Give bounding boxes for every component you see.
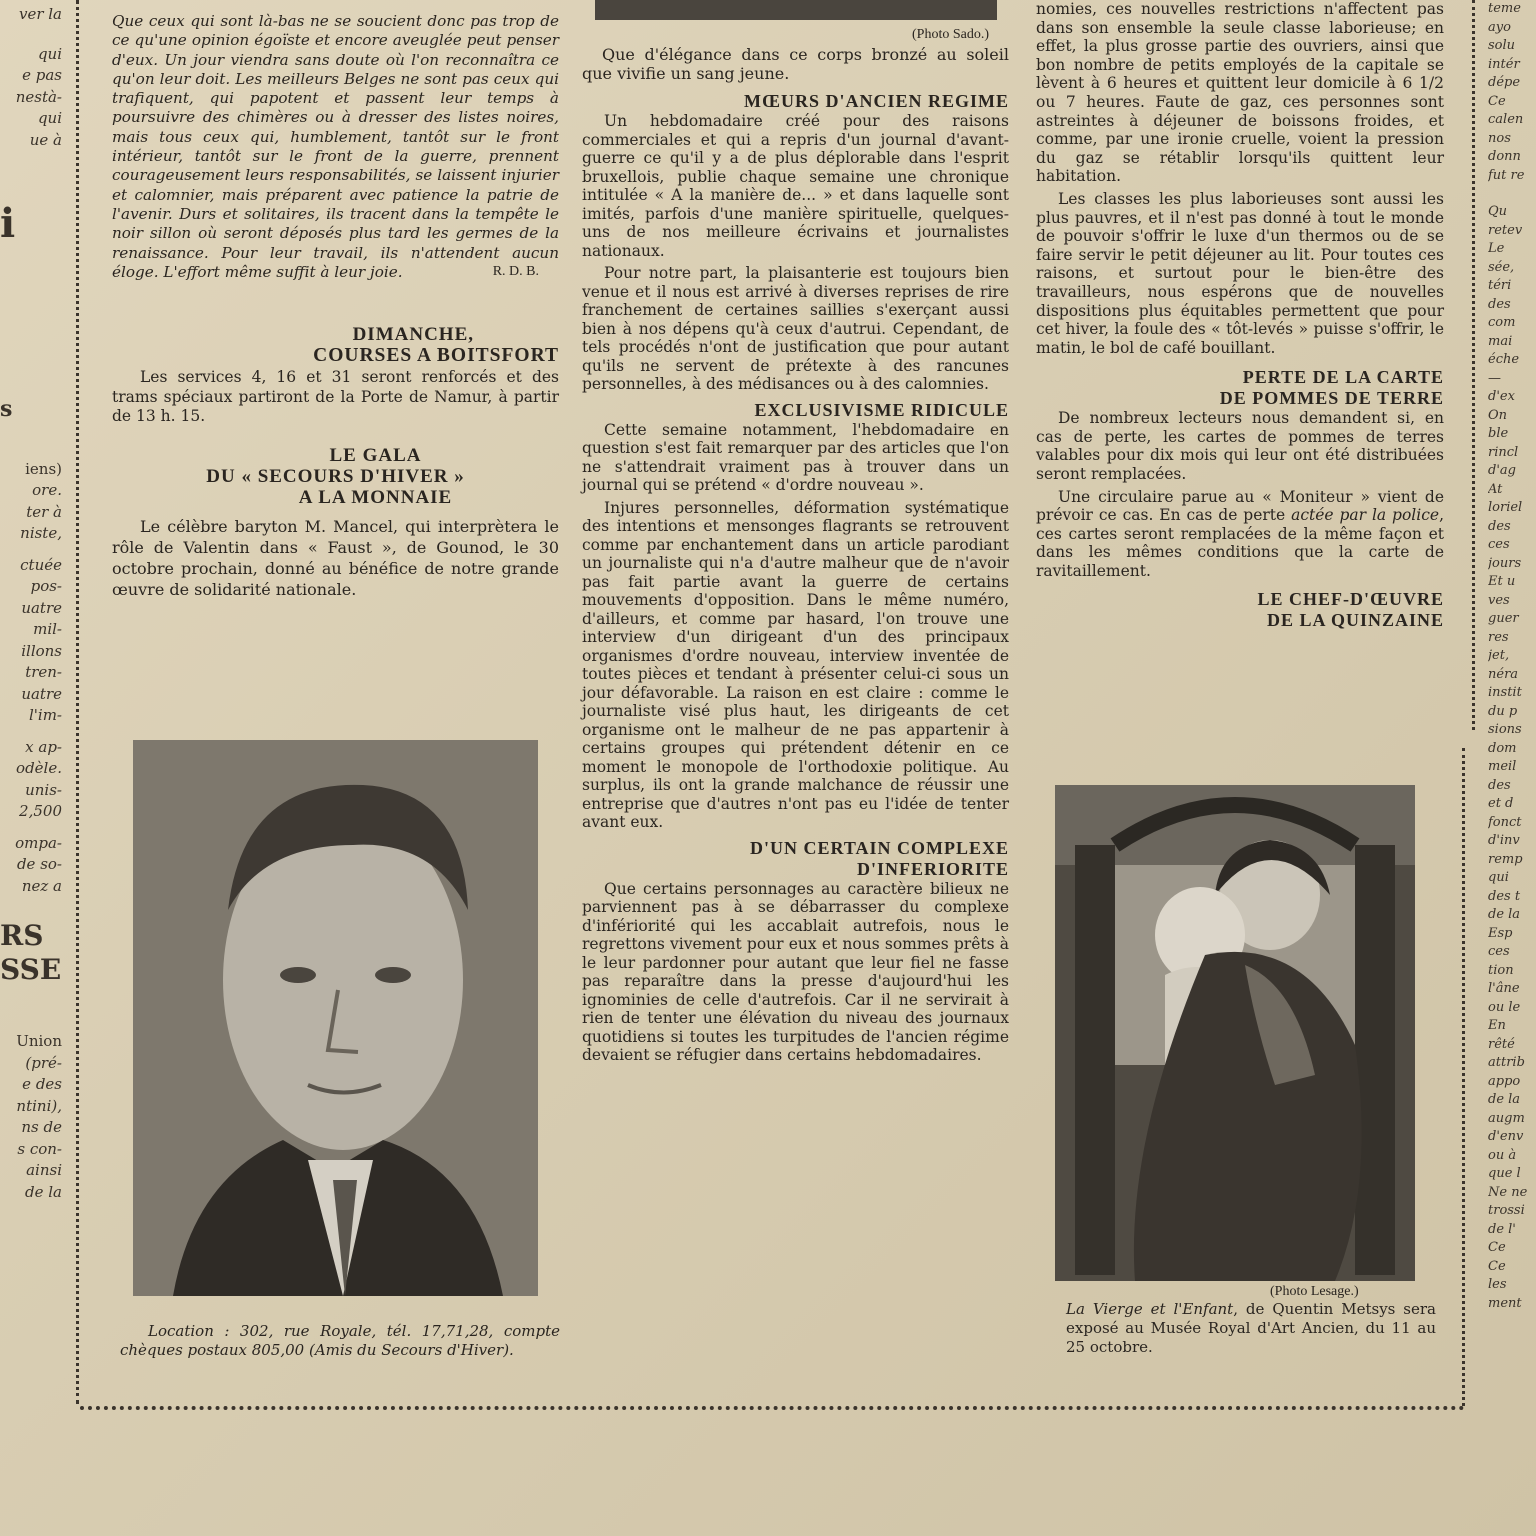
margin-line: nos — [1488, 130, 1511, 146]
moeurs-paragraph-1: Un hebdomadaire créé pour des raisons commerciales et qui a repris d'un journal d'avant-guerre ce qu'il y a de plus déplorable dans l'esprit bruxellois, publie chaque semaine une chronique intitulée « A la manière de... » et dans laquelle sont imités, parfois d'une manière spirituelle, quelques-uns de nos meilleure écrivains et journalistes nationaux. — [582, 112, 1009, 260]
margin-line: les — [1488, 1277, 1507, 1292]
column-2 — [582, 26, 1009, 1069]
margin-line: de la — [1488, 907, 1521, 922]
courses-headline-line2: COURSES A BOITSFORT — [313, 345, 559, 367]
margin-line: des t — [1488, 888, 1521, 904]
margin-line: ainsi — [26, 1161, 62, 1179]
column-1 — [112, 12, 559, 604]
margin-line: iens) — [25, 459, 62, 478]
margin-line: unis- — [25, 780, 62, 799]
margin-line: intér — [1488, 56, 1520, 72]
margin-line: solu — [1488, 38, 1516, 53]
margin-line: trossi — [1488, 1203, 1525, 1218]
portrait-illustration — [133, 740, 538, 1296]
margin-line: x ap- — [25, 737, 62, 756]
exclusivisme-paragraph-2: Injures personnelles, déformation systématique des intentions et mensonges flagrants se retrouvent comme par enchantement dans un article parodiant un journaliste qui n'a d'autre malheur que de n'avoir pas fait partie avant la guerre de certains mouvements d'opposition. Dans le même numéro, d'ailleurs, et comme par hasard, l'on trouve une interview d'un dirigeant d'un des principaux organismes d'ordre nouveau, interview inventée de toutes pièces et tendant à présenter celui-ci sous un jour défavorable. La raison en est claire : comme le journaliste visé plus haut, les dirigeants de cet organisme ont le malheur de ne pas appartenir à certains groupes qui prétendent détenir en ce moment le monopole de l'orthodoxie politique. Au surplus, ils ont la grande malchance de réussir une entreprise que d'autres n'ont pas eu l'idée de tenter avant eux. — [582, 498, 1009, 831]
margin-line: e des — [22, 1075, 62, 1093]
portrait-caption: Location : 302, rue Royale, tél. 17,71,28, compte chèques postaux 805,00 (Amis du Secours d'Hiver). — [120, 1322, 560, 1359]
margin-line: augm — [1488, 1110, 1525, 1126]
margin-line: fonct — [1488, 814, 1522, 830]
gala-headline-line2: DU « SECOURS D'HIVER » — [206, 465, 465, 487]
margin-line: Ce — [1488, 1258, 1506, 1274]
margin-line: At — [1488, 481, 1503, 497]
margin-line: ter à — [26, 502, 62, 521]
margin-line: sée, — [1488, 259, 1515, 275]
margin-line: l'im- — [28, 706, 62, 724]
margin-line: Ce — [1488, 1240, 1506, 1255]
margin-line: et d — [1488, 796, 1514, 811]
margin-line: Ce — [1488, 93, 1506, 109]
gaz-paragraph-2: Les classes les plus laborieuses sont aussi les plus pauvres, et il n'est pas donné à tout le monde de pouvoir s'offrir le luxe d'un thermos ou de se faire servir le petit déjeuner au lit. Pour toutes ces raisons, et surtout pour le bien-être des travailleurs, nous espérons que de nouvelles dispositions plus équitables permettent que pour cet hiver, la foule des « tôt-levés » puisse s'offrir, le matin, le bol de café bouillant. — [1036, 189, 1444, 357]
left-margin-column — [0, 4, 62, 1203]
margin-line: donn — [1488, 149, 1521, 164]
moeurs-headline: MŒURS D'ANCIEN REGIME — [743, 91, 1009, 111]
margin-line: ou le — [1488, 999, 1521, 1015]
margin-line: mai — [1488, 333, 1513, 349]
margin-line: d'ag — [1488, 463, 1516, 478]
margin-line: de la — [25, 1182, 62, 1201]
margin-line: odèle. — [16, 759, 62, 777]
vierge-caption — [1066, 1300, 1436, 1357]
perte-text-a: Une circulaire parue au « Moniteur » vient de prévoir ce cas. En cas de perte — [1036, 487, 1444, 525]
intro-paragraph: Que ceux qui sont là-bas ne se soucient donc pas trop de ce qu'une opinion égoïste et encore aveuglée peut penser d'eux. Un jour viendra sans doute où l'on reconnaîtra ce qu'on leur doit. Les meilleurs Belges ne sont pas ceux qui trafiquent, qui papotent et passent leur temps à poursuivre des chimères ou à dresser des listes noires, mais tous ceux qui, humblement, tantôt sur le front intérieur, tantôt sur le front de la guerre, prennent courageusement leurs responsabilités, se laissent injurier et calomnier, mais préparent avec patience la patrie de l'avenir. Durs et solitaires, ils tracent dans la tempête le noir sillon où seront déposés plus tard les germes de la renaissance. Pour leur travail, ils n'attendent aucun éloge. L'effort même suffit à leur joie. — [112, 12, 559, 281]
margin-line: appo — [1488, 1073, 1521, 1089]
upper-right-border — [1472, 0, 1475, 730]
margin-line: meil — [1488, 759, 1517, 774]
margin-line: qui — [1488, 870, 1509, 885]
margin-line: Ne ne — [1488, 1184, 1528, 1200]
margin-line: Union — [16, 1032, 62, 1050]
margin-line: ore. — [32, 481, 62, 499]
margin-line: dépe — [1488, 75, 1521, 90]
margin-line: En — [1488, 1018, 1506, 1033]
margin-line: uatre — [21, 598, 62, 617]
margin-line: niste, — [20, 524, 62, 542]
perte-headline-line2: DE POMMES DE TERRE — [1219, 388, 1444, 409]
margin-line: On — [1488, 407, 1508, 423]
margin-line: ces — [1488, 944, 1510, 959]
margin-line: illons — [21, 641, 62, 660]
margin-line: res — [1488, 629, 1509, 645]
margin-line: e pas — [22, 66, 62, 84]
margin-line: teme — [1488, 1, 1521, 16]
margin-line: ver la — [18, 5, 62, 23]
margin-line: tren- — [25, 663, 62, 681]
margin-line: ces — [1488, 537, 1510, 552]
margin-line: loriel — [1488, 500, 1523, 515]
margin-line: nestà- — [15, 87, 62, 106]
complexe-headline-line1: D'UN CERTAIN COMPLEXE — [749, 837, 1009, 858]
margin-line: de l' — [1488, 1221, 1516, 1237]
margin-line: ctuée — [20, 555, 62, 574]
margin-line: attrib — [1488, 1055, 1525, 1070]
right-margin-column — [1488, 0, 1536, 1313]
margin-line: ompa- — [15, 833, 62, 852]
margin-line: qui — [37, 109, 62, 127]
courses-paragraph: Les services 4, 16 et 31 seront renforcés et des trams spéciaux partiront de la Porte de Namur, à partir de 13 h. 15. — [112, 368, 559, 426]
perte-paragraph-2 — [1036, 488, 1444, 581]
margin-line: Esp — [1488, 925, 1513, 941]
margin-line: des — [1488, 777, 1511, 793]
top-photo-caption: Que d'élégance dans ce corps bronzé au soleil que vivifie un sang jeune. — [582, 45, 1009, 83]
margin-line: jet, — [1488, 648, 1510, 663]
photo-credit-sado: (Photo Sado.) — [912, 27, 989, 42]
signature: R. D. B. — [492, 264, 539, 280]
margin-line: ns de — [21, 1118, 62, 1136]
gaz-paragraph-1: nomies, ces nouvelles restrictions n'affectent pas dans son ensemble la seule classe laborieuse; en effet, la plus grosse partie des ouvriers, ainsi que bon nombre de petits employés de la capitale se lèvent à 6 heures et quittent leur domicile à 6 1/2 ou 7 heures. Faute de gaz, ces personnes sont astreintes à déjeuner de boissons froides, et comme, par une ironie cruelle, voient la pression du gaz se rétablir lorsqu'ils quittent leur habitation. — [1036, 0, 1444, 186]
margin-line: que l — [1488, 1166, 1521, 1181]
margin-line: d'inv — [1488, 833, 1520, 848]
margin-line: Et u — [1488, 574, 1516, 589]
baryton-portrait-photo — [133, 740, 538, 1296]
margin-line: éche — [1488, 352, 1520, 367]
complexe-paragraph: Que certains personnages au caractère bilieux ne parviennent pas à se débarrasser du complexe d'infériorité qui les accablait autrefois, nous le regrettons vivement pour eux et nous sommes prêts à le leur pardonner pour autant que leur fiel ne fasse pas reparaître dans la presse d'aujourd'hui les ignominies de celle d'autrefois. Car il ne servirait à rien de tenter une élévation du niveau des journaux quotidiens si toutes les turpitudes de l'ancien régime devaient se réfugier dans certains hebdomadaires. — [582, 879, 1009, 1064]
margin-line: retev — [1488, 222, 1523, 238]
vierge-enfant-painting-photo — [1055, 785, 1415, 1281]
top-photo-fragment — [595, 0, 997, 20]
chef-doeuvre-headline-line2: DE LA QUINZAINE — [1266, 609, 1444, 630]
margin-line: ble — [1488, 426, 1509, 441]
photo-credit-lesage: (Photo Lesage.) — [1270, 1284, 1359, 1299]
margin-line: dom — [1488, 740, 1517, 756]
margin-line: sions — [1488, 722, 1522, 737]
caption-title-italic: La Vierge et l'Enfant — [1066, 1300, 1234, 1318]
margin-headline: SSE — [0, 953, 62, 986]
exclusivisme-paragraph-1: Cette semaine notamment, l'hebdomadaire en question s'est fait remarquer par des articles que l'on ne s'attendrait vraiment pas à trouver dans un journal qui se prétend « d'ordre nouveau ». — [582, 420, 1009, 494]
perte-headline-line1: PERTE DE LA CARTE — [1242, 367, 1444, 388]
margin-line: des — [1488, 296, 1511, 312]
left-box-border — [76, 0, 79, 1404]
margin-line: uatre — [21, 684, 62, 703]
margin-line: tion — [1488, 962, 1514, 978]
margin-line: (pré- — [25, 1053, 62, 1072]
margin-line: du p — [1488, 703, 1518, 719]
margin-line: ue à — [29, 130, 62, 149]
margin-line: téri — [1488, 278, 1512, 293]
margin-line: rincl — [1488, 444, 1519, 460]
margin-line: l'âne — [1488, 981, 1520, 996]
margin-line: ou à — [1488, 1147, 1517, 1163]
margin-line: 2,500 — [19, 802, 62, 820]
gala-headline-line3: A LA MONNAIE — [298, 486, 453, 508]
margin-line: remp — [1488, 851, 1523, 867]
complexe-headline-line2: D'INFERIORITE — [856, 858, 1009, 879]
margin-line: Le — [1488, 241, 1505, 256]
margin-line: calen — [1488, 112, 1524, 127]
perte-text-b: , ces cartes seront remplacées de la même façon et dans les mêmes conditions que la carte de ravitaillement. — [1036, 506, 1444, 581]
courses-headline-line1: DIMANCHE, — [352, 324, 474, 346]
margin-line: mil- — [33, 620, 62, 638]
margin-headline: s — [0, 396, 13, 422]
margin-line: ment — [1488, 1295, 1522, 1311]
margin-line: com — [1488, 315, 1516, 330]
margin-headline: RS — [0, 919, 44, 952]
margin-line: fut re — [1488, 167, 1525, 183]
perte-text-italic: actée par la police — [1291, 506, 1440, 525]
margin-line: qui — [37, 44, 62, 63]
gala-paragraph: Le célèbre baryton M. Mancel, qui interprètera le rôle de Valentin dans « Faust », de Gounod, le 30 octobre prochain, donné au bénéfice de notre grande œuvre de solidarité nationale. — [112, 516, 559, 599]
margin-line: rêté — [1488, 1036, 1515, 1052]
painting-illustration — [1055, 785, 1415, 1281]
column-3 — [1036, 0, 1444, 631]
margin-line: de so- — [16, 855, 62, 873]
margin-line: guer — [1488, 611, 1519, 626]
margin-line: — — [1488, 370, 1501, 386]
margin-line: nez a — [21, 876, 62, 895]
margin-line: des — [1488, 518, 1511, 534]
margin-line: néra — [1488, 666, 1519, 682]
perte-paragraph-1: De nombreux lecteurs nous demandent si, en cas de perte, les cartes de pommes de terres valables pour dix mois qui leur ont été distribuées seront remplacées. — [1036, 409, 1444, 484]
chef-doeuvre-headline-line1: LE CHEF-D'ŒUVRE — [1257, 588, 1444, 609]
exclusivisme-headline: EXCLUSIVISME RIDICULE — [754, 399, 1009, 420]
margin-line: Qu — [1488, 204, 1508, 219]
margin-line: instit — [1488, 685, 1522, 700]
moeurs-paragraph-2: Pour notre part, la plaisanterie est toujours bien venue et il nous est arrivé à diverses reprises de rire franchement de certaines saillies s'exerçant aussi bien à nos dépens qu'à ceux d'autrui. Cependant, de tels procédés n'ont de justification que pour autant qu'ils ne servent de prétexte à des rancunes personnelles, à des médisances ou à des calomnies. — [582, 264, 1009, 393]
bottom-box-border — [80, 1406, 1465, 1410]
margin-line: ves — [1488, 592, 1510, 608]
caption-rest: , de Quentin Metsys sera exposé au Musée Royal d'Art Ancien, du 11 au 25 octobre. — [1066, 1300, 1436, 1356]
margin-line: ayo — [1488, 19, 1511, 35]
margin-line: pos- — [30, 577, 62, 595]
right-box-border — [1462, 748, 1465, 1406]
margin-line: s con- — [17, 1139, 62, 1158]
margin-line: d'env — [1488, 1129, 1524, 1144]
margin-line: de la — [1488, 1092, 1521, 1107]
gala-headline-line1: LE GALA — [329, 444, 422, 466]
margin-line: jours — [1488, 555, 1522, 571]
margin-headline: i — [0, 200, 16, 247]
margin-line: ntini), — [16, 1096, 62, 1115]
margin-line: d'ex — [1488, 389, 1515, 404]
